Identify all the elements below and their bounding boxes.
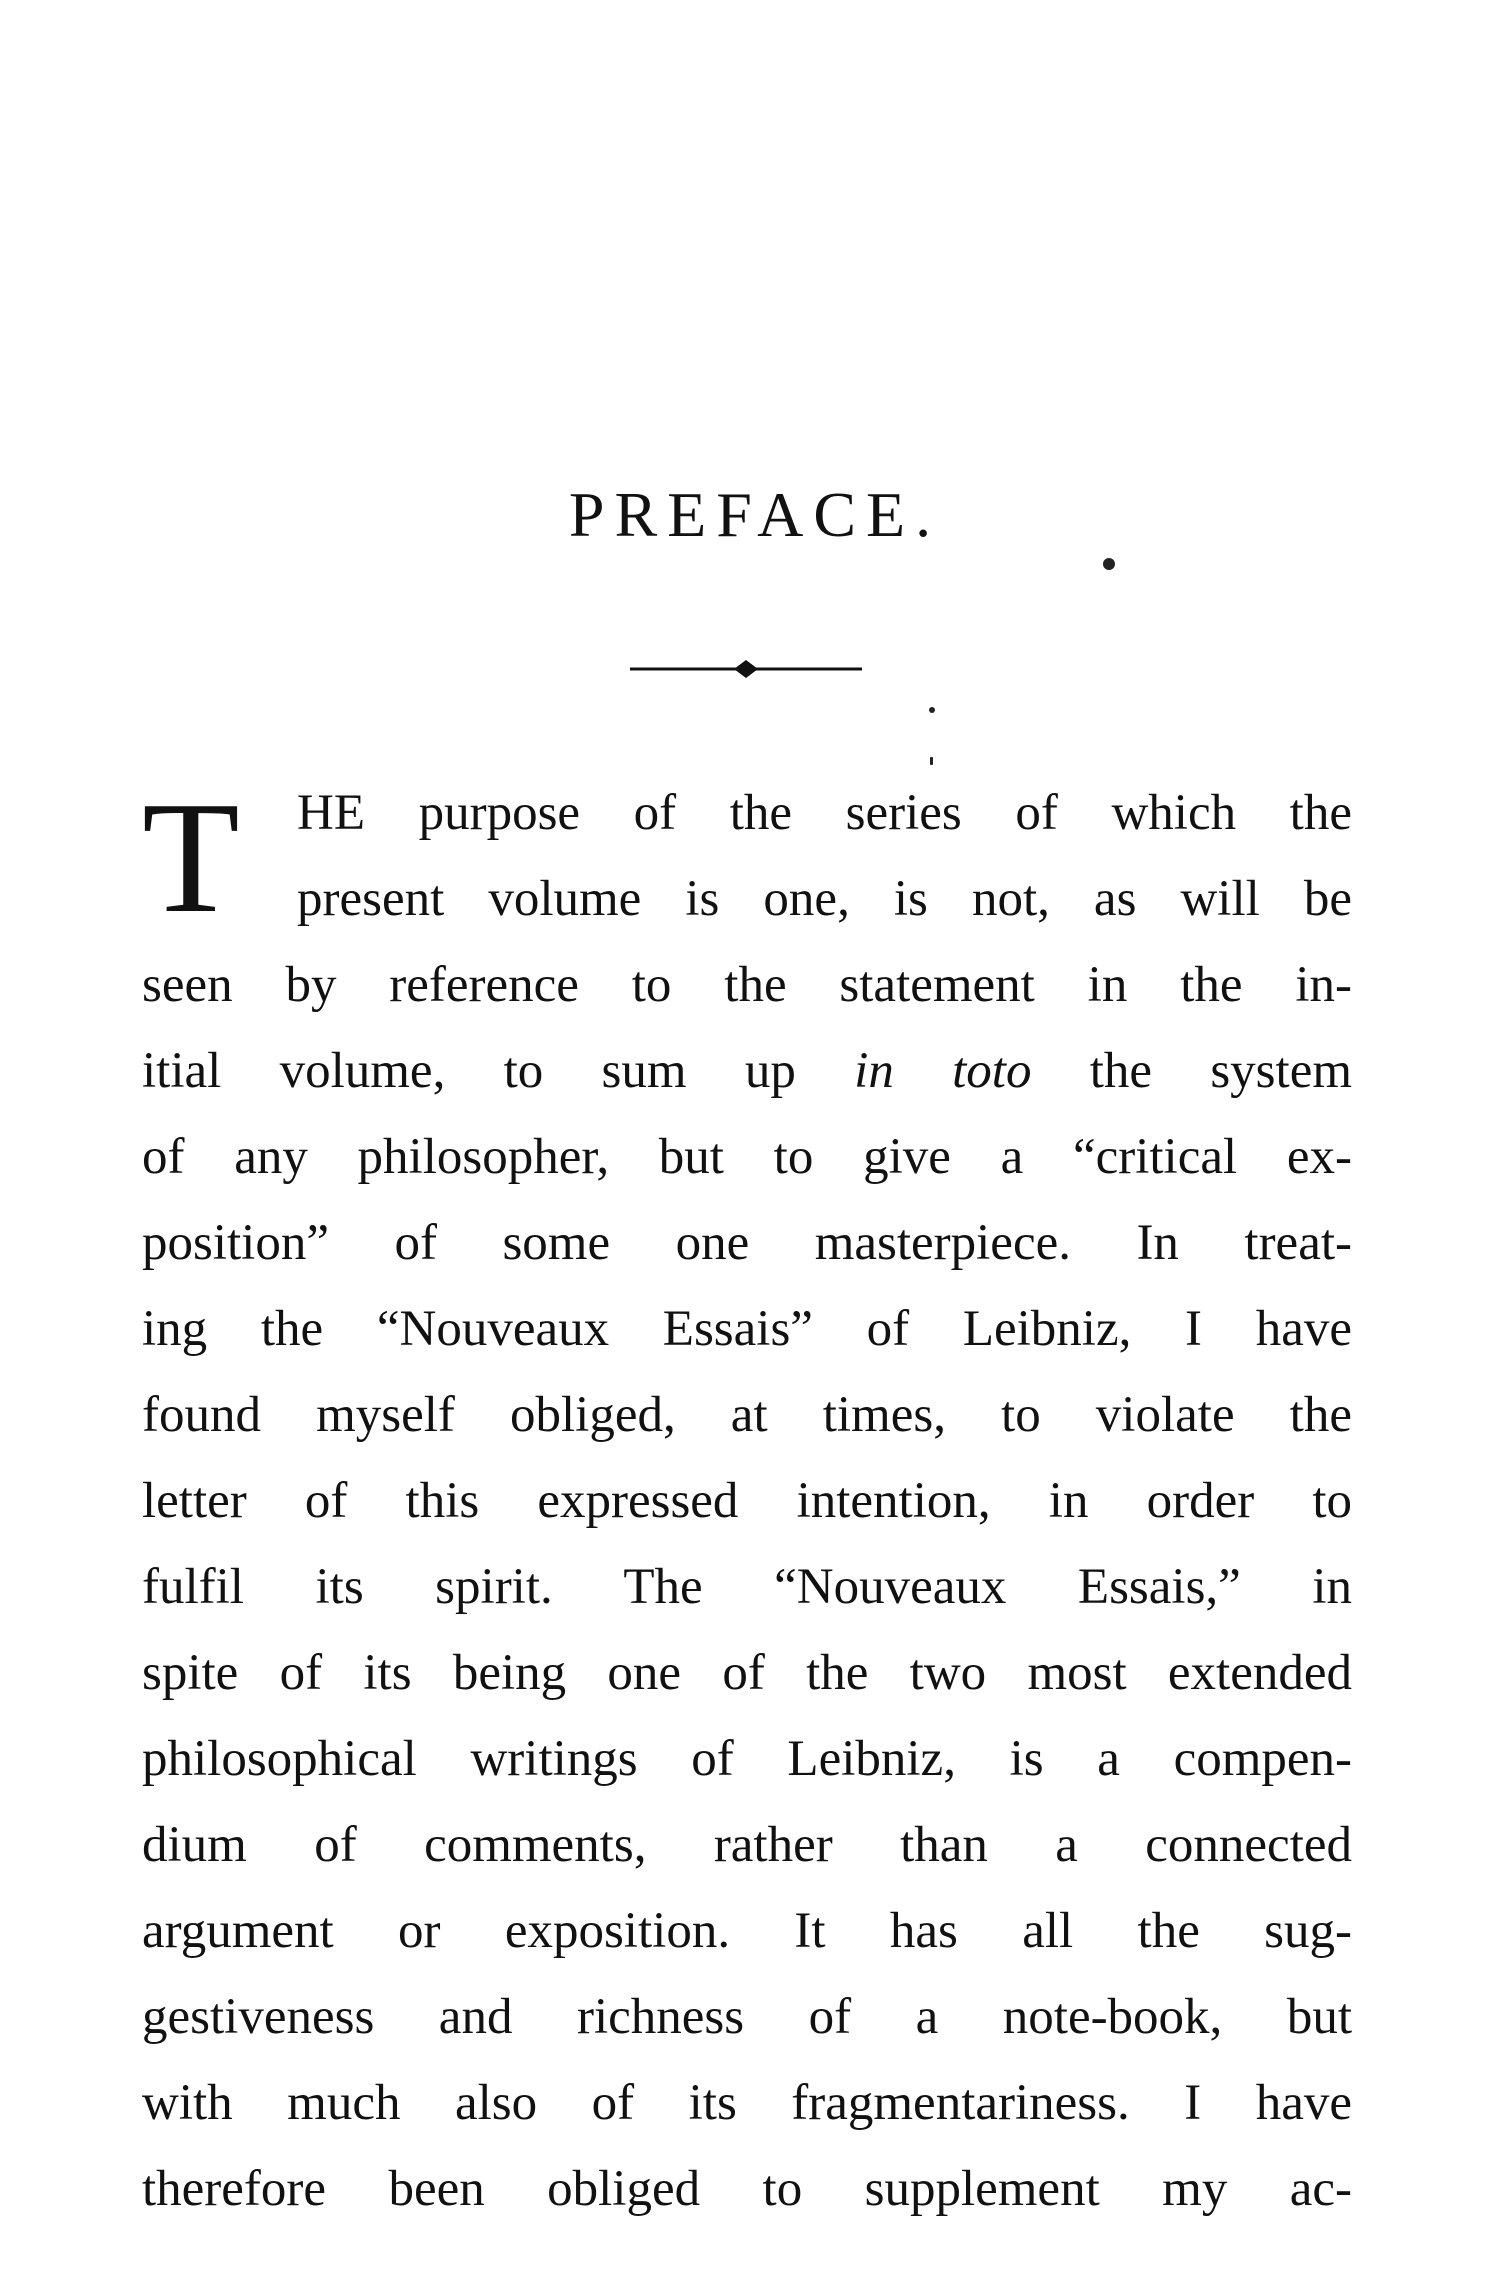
page-title: PREFACE. [568, 479, 942, 550]
preface-paragraph [142, 770, 1352, 2232]
text-line: present volume is one, is not, as will be [297, 871, 1352, 927]
text-line: argument or exposition. It has all the sug- [142, 1903, 1352, 1959]
ink-speck-mark [1103, 558, 1115, 570]
text-line: fulfil its spirit. The “Nouveaux Essais,” in [142, 1559, 1352, 1615]
text-line: letter of this expressed intention, in order to [142, 1473, 1352, 1529]
text-line: gestiveness and richness of a note-book, but [142, 1989, 1352, 2045]
text-line: HE purpose of the series of which the [297, 785, 1352, 841]
title-ornament-rule [630, 654, 862, 684]
text-line: position” of some one masterpiece. In treat- [142, 1215, 1352, 1271]
text-line: spite of its being one of the two most extended [142, 1645, 1352, 1701]
text-line: ing the “Nouveaux Essais” of Leibniz, I have [142, 1301, 1352, 1357]
ink-speck-mark [930, 757, 933, 765]
ink-speck-mark [929, 707, 935, 713]
text-line: itial volume, to sum up in toto the system [142, 1043, 1352, 1099]
text-line: dium of comments, rather than a connected [142, 1817, 1352, 1873]
text-line: of any philosopher, but to give a “critical ex- [142, 1129, 1352, 1185]
text-line: with much also of its fragmentariness. I have [142, 2075, 1352, 2131]
text-line: philosophical writings of Leibniz, is a compen- [142, 1731, 1352, 1787]
drop-cap: T [142, 768, 240, 946]
text-line: found myself obliged, at times, to violate the [142, 1387, 1352, 1443]
text-line: therefore been obliged to supplement my ac- [142, 2161, 1352, 2217]
text-line: seen by reference to the statement in the in- [142, 957, 1352, 1013]
